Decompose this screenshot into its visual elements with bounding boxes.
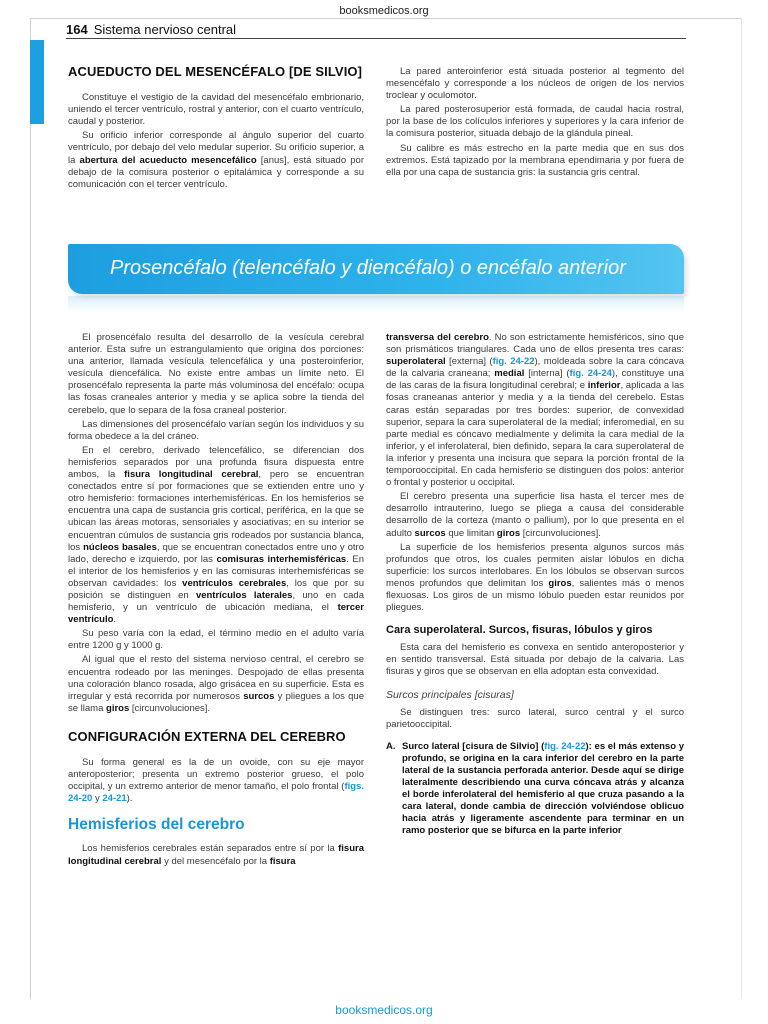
chapter-banner-title: Prosencéfalo (telencéfalo y diencéfalo) o encéfalo anterior (110, 257, 626, 279)
paragraph: Esta cara del hemisferio es convexa en sentido anteroposterior y en sentido transversal. Está situada por debajo de la calvaria. Las fisuras y giros que se observan en ella adoptan esta convexidad. (386, 642, 684, 678)
paragraph: transversa del cerebro. No son estrictamente hemisféricos, sino que son prismáticos triangulares. Cada uno de ellos presenta tres caras: superolateral [externa] (fig. 24-22), moldeada sobre la cara cóncava de la calvaria craneana; medial [interna] (fig. 24-24), constituye una de las caras de la fisura longitudinal cerebral; e inferior, aplicada a las fosas craneanas anterior y media y a la tienda del cerebelo. Estas caras están separadas por tres bordes: superior, de convexidad superior, separa la cara superolateral de la medial; inferomedial, en su parte medial es cóncavo medialmente y delimita la cara medial de la inferior, y el inferolateral, bien definido, separa la cara superolateral de la inferior y presenta una incisura que separa la porción frontal de la temporooccipital. En cada hemisferio se distinguen dos polos: anterior o frontal y posterior u occipital. (386, 332, 684, 489)
paragraph: Al igual que el resto del sistema nervioso central, el cerebro se encuentra rodeado por las meninges. Despojado de ellas presenta una coloración blanco rosada, algo grisácea en su superficie. Esta es irregular y está recorrida por numerosos surcos y pliegues a los que se llama giros [circunvoluciones]. (68, 654, 364, 714)
paragraph: Los hemisferios cerebrales están separados entre sí por la fisura longitudinal cerebral y del mesencéfalo por la fisura (68, 843, 364, 867)
paragraph: El prosencéfalo resulta del desarrollo de la vesícula cerebral anterior. Esta sufre un estrangulamiento que origina dos porciones: una anterior, llamada vesícula telencefálica y una posteroinferior, vesícula diencefálica. No existe entre ambas un límite neto. El prosencéfalo representa la parte más voluminosa del encéfalo: ocupa las fosas craneales anterior y media y se aplica sobre la tienda del cerebelo, que lo separa de la fosa craneal posterior. (68, 332, 364, 416)
paragraph: La pared posterosuperior está formada, de caudal hacia rostral, por la base de los colículos inferiores y superiores y la cara inferior de la comisura posterior, situada debajo de la glándula pineal. (386, 104, 684, 140)
header-rule (66, 38, 686, 39)
term: abertura del acueducto mesencefálico (79, 154, 257, 166)
paragraph: Su orificio inferior corresponde al ángulo superior del cuarto ventrículo, por debajo del velo medular superior. Su orificio superior, a la abertura del acueducto mesencefálico [anus], está situado por debajo de la comisura posterior o epitalámica y corresponde a su comunicación con el tercer ventrículo. (68, 130, 364, 190)
main-right-column (386, 332, 684, 840)
figure-reference-link[interactable]: fig. 24-22 (492, 356, 535, 368)
running-title: Sistema nervioso central (93, 22, 237, 37)
paragraph: La superficie de los hemisferios presenta algunos surcos más profundos que otros, los cuales permiten aislar lóbulos en dicha superficie: los surcos interlobares. En los lóbulos se observan surcos menos profundos que delimitan los giros, salientes más o menos flexuosas. Los giros de un mismo lóbulo pueden estar reunidos por pliegues. (386, 541, 685, 614)
paragraph: La pared anteroinferior está situada posterior al tegmento del mesencéfalo y corresponde a los núcleos de origen de los nervios troclear y oculomotor. (386, 66, 684, 102)
figure-reference-link[interactable]: figs. 24-20 (68, 781, 364, 805)
paragraph: El cerebro presenta una superficie lisa hasta el tercer mes de desarrollo intrauterino, luego se pliega a causa del considerable desarrollo de la corteza (manto o pallium), por lo que presenta en el adulto surcos que limitan giros [circunvoluciones]. (386, 491, 684, 539)
banner-shadow (68, 296, 684, 314)
subheading-surcos-principales: Surcos principales [cisuras] (386, 688, 514, 701)
paragraph: Su calibre es más estrecho en la parte media que en sus dos extremos. Está tapizado por la membrana ependimaria y por fuera de ella por una capa de sustancia gris: la sustancia gris central. (386, 142, 684, 178)
subheading-cara-superolateral: Cara superolateral. Surcos, fisuras, lóbulos y giros (386, 624, 653, 637)
top-left-column (68, 66, 364, 193)
page-accent-tab (30, 40, 44, 124)
site-footer-link[interactable]: booksmedicos.org (335, 1003, 433, 1017)
figure-reference-link[interactable]: 24-21 (102, 793, 127, 805)
paragraph: Se distinguen tres: surco lateral, surco central y el surco parietooccipital. (386, 706, 684, 730)
running-head (66, 22, 236, 37)
paragraph: En el cerebro, derivado telencefálico, se diferencian dos hemisferios separados por una profunda fisura dispuesta entre ambos, la fisura longitudinal cerebral, pero se encuentran conectados entre sí por formaciones que se extienden entre uno y otro hemisferio: formaciones interhemisféricas. En los hemisferios se encuentra una capa de sustancia gris cortical, periférica, en la que se ubican las áreas motoras, sensoriales y asociativas; en su interior se encuentran cúmulos de sustancia gris rodeados por sustancia blanca, los núcleos basales, que se encuentran conectados entre uno y otro lado, derecho e izquierdo, por las comisuras interhemisféricas. En el interior de los hemisferios y en las comisuras interhemisféricas se observan cavidades: los ventrículos cerebrales, los que por su posición se distinguen en ventrículos laterales, uno en cada hemisferio, y un ventrículo de ubicación mediana, el tercer ventrículo. (68, 444, 364, 626)
page-number: 164 (66, 22, 88, 37)
figure-reference-link[interactable]: fig. 24-24 (569, 368, 612, 380)
section-heading-acueducto: ACUEDUCTO DEL MESENCÉFALO [DE SILVIO] (68, 64, 363, 79)
figure-reference-link[interactable]: fig. 24-22 (544, 740, 586, 752)
paragraph: Las dimensiones del prosencéfalo varían según los individuos y su forma obedece a la del cráneo. (68, 418, 364, 442)
list-item-surco-lateral: A. Surco lateral [cisura de Silvio] (fig. 24-22): es el más extenso y profundo, se origina en la cara inferior del cerebro en la parte lateral de la sustancia perforada anterior. Desde aquí se dirige lateralmente describiendo una curva cóncava atrás y alcanza el borde inferolateral del hemisferio al que cruza pasando a la cara lateral, donde cambia de dirección volviéndose oblicuo hacia atrás y ligeramente ascendente para terminar en un ramo posterior que se bifurca en la parte inferior (386, 740, 684, 837)
top-right-column (386, 66, 684, 181)
list-marker: A. (386, 740, 396, 752)
subsection-heading-hemisferios: Hemisferios del cerebro (68, 816, 245, 834)
section-heading-configuracion: CONFIGURACIÓN EXTERNA DEL CEREBRO (68, 728, 346, 744)
main-left-column (68, 332, 364, 870)
paragraph: Su forma general es la de un ovoide, con su eje mayor anteroposterior; presenta un extremo posterior grueso, el polo occipital, y un extremo anterior de menor tamaño, el polo frontal (figs. 24-20 y 24-21). (68, 757, 364, 805)
site-header-watermark: booksmedicos.org (339, 5, 429, 17)
chapter-banner (68, 244, 684, 294)
paragraph: Constituye el vestigio de la cavidad del mesencéfalo embrionario, uniendo el tercer ventrículo, rostral y anterior, con el cuarto ventrículo, caudal y posterior. (68, 92, 364, 128)
paragraph: Su peso varía con la edad, el término medio en el adulto varía entre 1200 g y 1000 g. (68, 628, 364, 652)
